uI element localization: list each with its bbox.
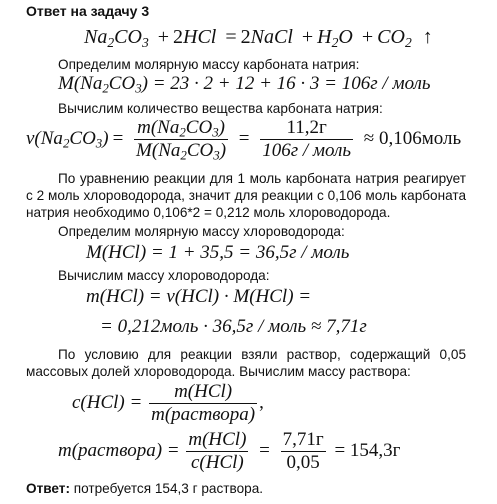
concentration-formula: c(HCl) = $\frac{\text{m(HCl)}}{\text{m(раствора)}}$ , xyxy=(72,381,264,425)
molar-mass-hcl-label: Определим молярную массу хлороводорода: xyxy=(58,224,345,239)
amount-carbonate-formula: $\nu(Na_2CO_3)$ = $\frac{m(Na_2CO_3)}{M(Na_2CO_3)}$ = $\frac{11,2г}{\text{106г / моль}}$ ≈ 0,106моль xyxy=(26,117,462,163)
mass-hcl-formula-line2: = 0,212моль · 36,5г / моль ≈ 7,71г xyxy=(100,316,367,337)
amount-carbonate-label: Вычислим количество вещества карбоната натрия: xyxy=(58,101,383,116)
page-title: Ответ на задачу 3 xyxy=(26,3,150,19)
answer-label: Ответ: xyxy=(26,481,70,496)
answer-text: потребуется 154,3 г раствора. xyxy=(73,481,264,496)
solution-mass-formula: m(раствора) = $\frac{\text{m(HCl)}}{\text{c(HCl)}}$ = $\frac{7,71г}{0,05}$ = 154,3г xyxy=(58,429,401,473)
molar-mass-carbonate-formula: $M(Na_2CO_3) = 23 \cdot 2 + 12 + 16 \cdot 3 = 106г$ / моль xyxy=(58,73,431,96)
answer-line xyxy=(26,481,263,496)
molar-mass-hcl-formula: M(HCl) = 1 + 35,5 = 36,5г / моль xyxy=(86,242,350,263)
mass-hcl-label: Вычислим массу хлороводорода: xyxy=(58,268,270,283)
solution-condition-paragraph: По условию для реакции взяли раствор, содержащий 0,05 массовых долей хлороводорода. Вычислим массу раствора: xyxy=(26,347,466,379)
gas-arrow-icon: ↑ xyxy=(422,26,433,48)
mass-hcl-formula-line1: m(HCl) = ν(HCl) · M(HCl) = xyxy=(86,286,312,307)
reaction-equation: $Na_2CO_3 + 2HCl$ = 2NaCl + $H_2O + CO_2$ ↑ xyxy=(84,26,433,50)
reaction-ratio-paragraph: По уравнению реакции для 1 моль карбоната натрия реагирует с 2 моль хлороводорода, значит для реакции с 0,106 моль карбоната натрия необходимо 0,106*2 = 0,212 моль хлороводорода. xyxy=(26,171,466,220)
molar-mass-carbonate-label: Определим молярную массу карбоната натрия: xyxy=(58,57,360,72)
